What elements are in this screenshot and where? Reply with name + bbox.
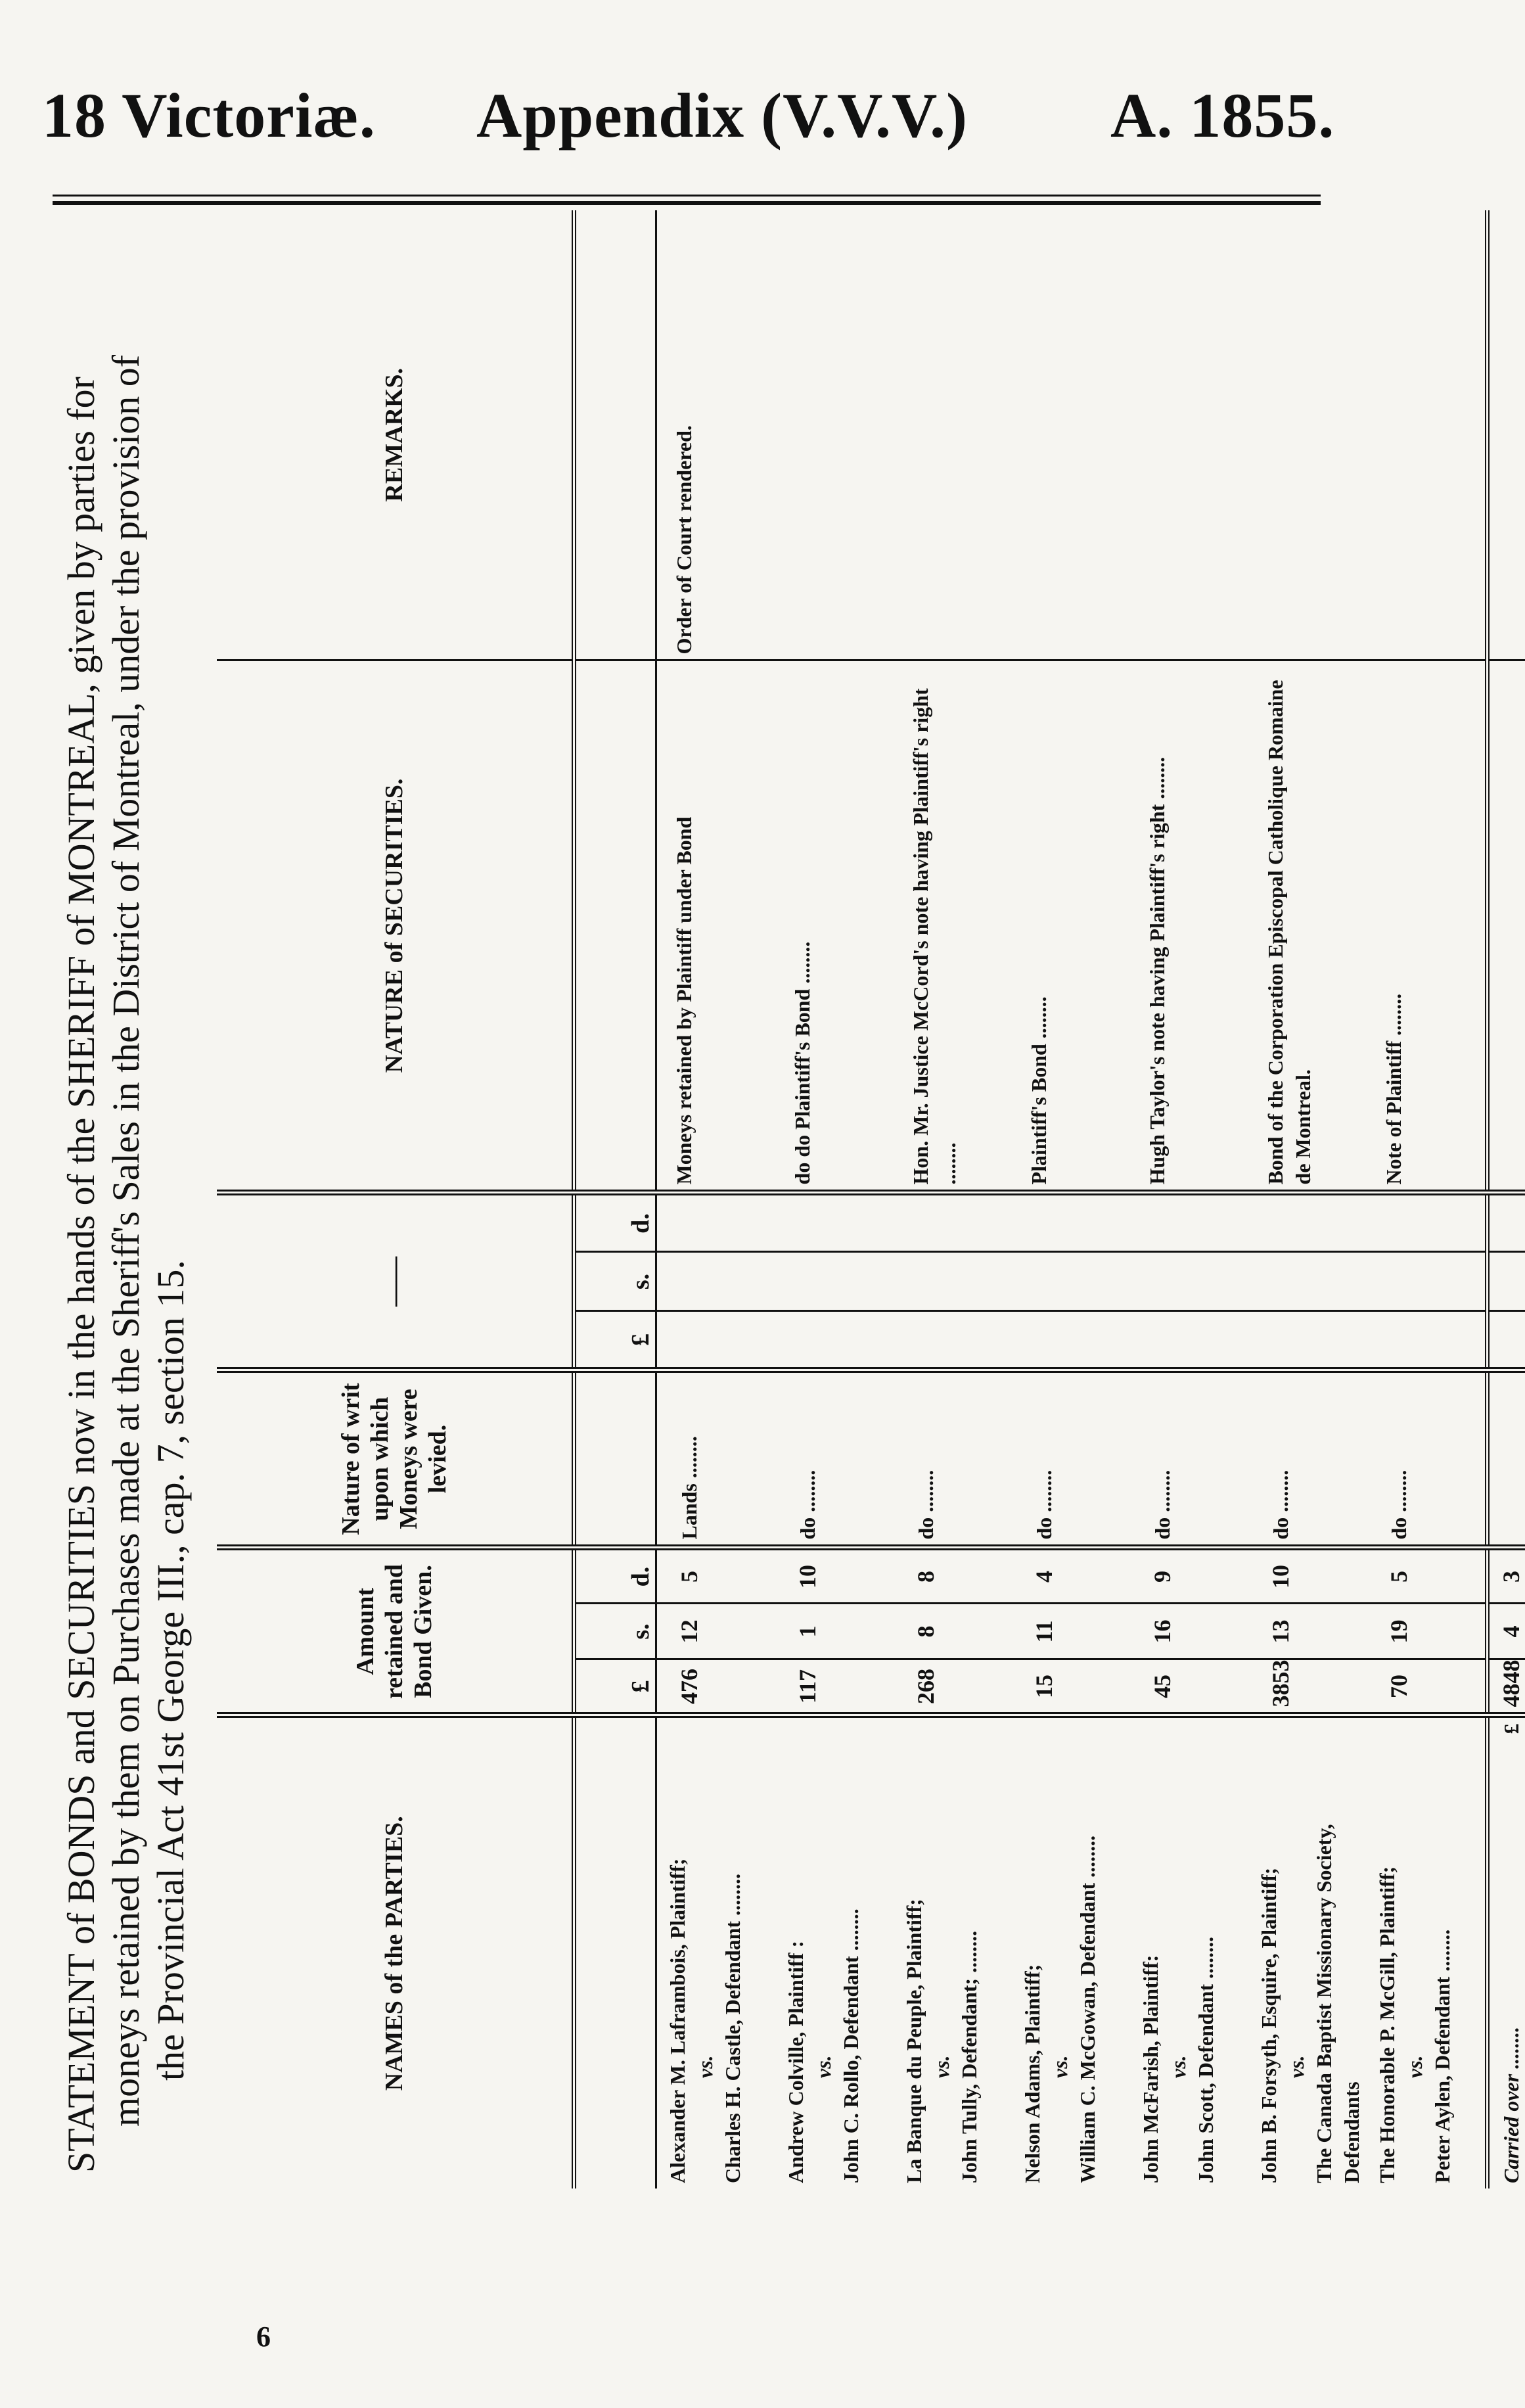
blank-pound-header: £: [574, 1311, 656, 1370]
versus-label: vs.: [930, 2055, 953, 2078]
defendant-name: John Scott, Defendant ........: [1194, 1936, 1218, 2183]
writ-nature: do ........: [894, 1370, 1012, 1548]
remarks-cell: [894, 210, 1012, 660]
amount-pence: 5: [1367, 1548, 1488, 1604]
remarks-cell: Order of Court rendered.: [656, 210, 776, 660]
carried-over-label: Carried over ........: [1499, 2026, 1523, 2183]
amount-pence: 9: [1130, 1548, 1248, 1604]
page-number: 6: [256, 2321, 271, 2353]
total-pounds: 4848: [1488, 1659, 1525, 1715]
versus-label: vs.: [1166, 2055, 1190, 2078]
table-row: [1367, 210, 1488, 2188]
remarks-cell: [1248, 210, 1367, 660]
running-head-right: A. 1855.: [1110, 80, 1335, 150]
amount-pence: 5: [656, 1548, 776, 1604]
total-currency: £: [1499, 1723, 1523, 1734]
plaintiff-name: La Banque du Peuple, Plaintiff;: [902, 1899, 926, 2183]
plaintiff-name: Nelson Adams, Plaintiff;: [1020, 1964, 1044, 2183]
amount-shilling-header: s.: [574, 1604, 656, 1659]
security-nature: Plaintiff's Bond ........: [1012, 660, 1130, 1193]
top-rule-thin: [53, 195, 1321, 197]
amount-pence-header: d.: [574, 1548, 656, 1604]
security-nature: Hon. Mr. Justice McCord's note having Plaintiff's right ........: [894, 660, 1012, 1193]
writ-nature: do ........: [775, 1370, 894, 1548]
defendant-name: John Tully, Defendant; ........: [957, 1930, 981, 2183]
total-shillings: 4: [1488, 1604, 1525, 1659]
plaintiff-name: Alexander M. Laframbois, Plaintiff;: [666, 1858, 689, 2183]
amount-shillings: 1: [775, 1604, 894, 1659]
top-rule-thick: [53, 201, 1321, 205]
total-row: [1488, 210, 1525, 2188]
table-row: [1012, 210, 1130, 2188]
security-nature: Note of Plaintiff ........: [1367, 660, 1488, 1193]
table-row: [1248, 210, 1367, 2188]
amount-pounds: 70: [1367, 1659, 1488, 1715]
col-amount-header: Amount retained and Bond Given.: [217, 1548, 574, 1715]
table-row: [656, 210, 776, 2188]
versus-label: vs.: [811, 2055, 835, 2078]
running-head-left: 18 Victoriæ.: [42, 80, 376, 150]
table-row: [894, 210, 1012, 2188]
security-nature: Bond of the Corporation Episcopal Catholique Romaine de Montreal.: [1248, 660, 1367, 1193]
running-head-center: Appendix (V.V.V.): [476, 80, 968, 150]
amount-pence: 10: [775, 1548, 894, 1604]
amount-shillings: 11: [1012, 1604, 1130, 1659]
table-row: [775, 210, 894, 2188]
defendant-name: John C. Rollo, Defendant ........: [839, 1909, 863, 2183]
title-line-2: moneys retained by them on Purchases made at the Sheriff's Sales in the District of Montreal, under the provision of: [104, 354, 147, 2127]
title-line-3: the Provincial Act 41st George III., cap. 7, section 15.: [149, 1260, 192, 2081]
total-pence: 3: [1488, 1548, 1525, 1604]
plaintiff-name: John McFarish, Plaintiff:: [1139, 1955, 1162, 2183]
security-nature: do do Plaintiff's Bond ........: [775, 660, 894, 1193]
col-names-header: NAMES of the PARTIES.: [217, 1715, 574, 2188]
col-securities-header: NATURE of SECURITIES.: [217, 660, 574, 1193]
defendant-name: The Canada Baptist Missionary Society, Defendants: [1312, 1824, 1363, 2183]
amount-pound-header: £: [574, 1659, 656, 1715]
versus-label: vs.: [1403, 2055, 1426, 2078]
amount-pence: 8: [894, 1548, 1012, 1604]
writ-nature: do ........: [1248, 1370, 1367, 1548]
table-row: [1130, 210, 1248, 2188]
remarks-cell: [775, 210, 894, 660]
remarks-cell: [1012, 210, 1130, 660]
defendant-name: William C. McGowan, Defendant ........: [1076, 1835, 1099, 2183]
blank-shilling-header: s.: [574, 1252, 656, 1311]
amount-pence: 4: [1012, 1548, 1130, 1604]
amount-pounds: 3853: [1248, 1659, 1367, 1715]
amount-shillings: 13: [1248, 1604, 1367, 1659]
plaintiff-name: Andrew Colville, Plaintiff :: [784, 1940, 808, 2183]
versus-label: vs.: [1285, 2055, 1308, 2078]
amount-shillings: 12: [656, 1604, 776, 1659]
amount-shillings: 8: [894, 1604, 1012, 1659]
amount-pounds: 117: [775, 1659, 894, 1715]
writ-nature: do ........: [1130, 1370, 1248, 1548]
amount-pounds: 15: [1012, 1659, 1130, 1715]
amount-pounds: 268: [894, 1659, 1012, 1715]
amount-pounds: 476: [656, 1659, 776, 1715]
remarks-cell: [1130, 210, 1248, 660]
col-writ-header: Nature of writ upon which Moneys were levied.: [217, 1370, 574, 1548]
statement-title: [59, 208, 193, 2188]
amount-shillings: 16: [1130, 1604, 1248, 1659]
writ-nature: do ........: [1012, 1370, 1130, 1548]
amount-shillings: 19: [1367, 1604, 1488, 1659]
col-remarks-header: REMARKS.: [217, 210, 574, 660]
versus-label: vs.: [1048, 2055, 1072, 2078]
col-blank-header: ——: [217, 1193, 574, 1370]
amount-pounds: 45: [1130, 1659, 1248, 1715]
blank-pence-header: d.: [574, 1193, 656, 1252]
security-nature: Hugh Taylor's note having Plaintiff's right ........: [1130, 660, 1248, 1193]
statement-table: [217, 210, 1525, 2188]
rotated-statement: [59, 210, 1524, 2188]
defendant-name: Peter Aylen, Defendant ........: [1430, 1929, 1454, 2183]
amount-pence: 10: [1248, 1548, 1367, 1604]
writ-nature: do ........: [1367, 1370, 1488, 1548]
statement-rows: [656, 210, 1488, 2188]
plaintiff-name: John B. Forsyth, Esquire, Plaintiff;: [1257, 1867, 1281, 2183]
remarks-cell: [1367, 210, 1488, 660]
title-line-1: STATEMENT of BONDS and SECURITIES now in the hands of the SHERIFF of MONTREAL, given by parties for: [60, 377, 102, 2173]
defendant-name: Charles H. Castle, Defendant ........: [721, 1873, 744, 2183]
security-nature: Moneys retained by Plaintiff under Bond: [656, 660, 776, 1193]
versus-label: vs.: [693, 2055, 717, 2078]
writ-nature: Lands ........: [656, 1370, 776, 1548]
plaintiff-name: The Honorable P. McGill, Plaintiff;: [1375, 1866, 1399, 2183]
